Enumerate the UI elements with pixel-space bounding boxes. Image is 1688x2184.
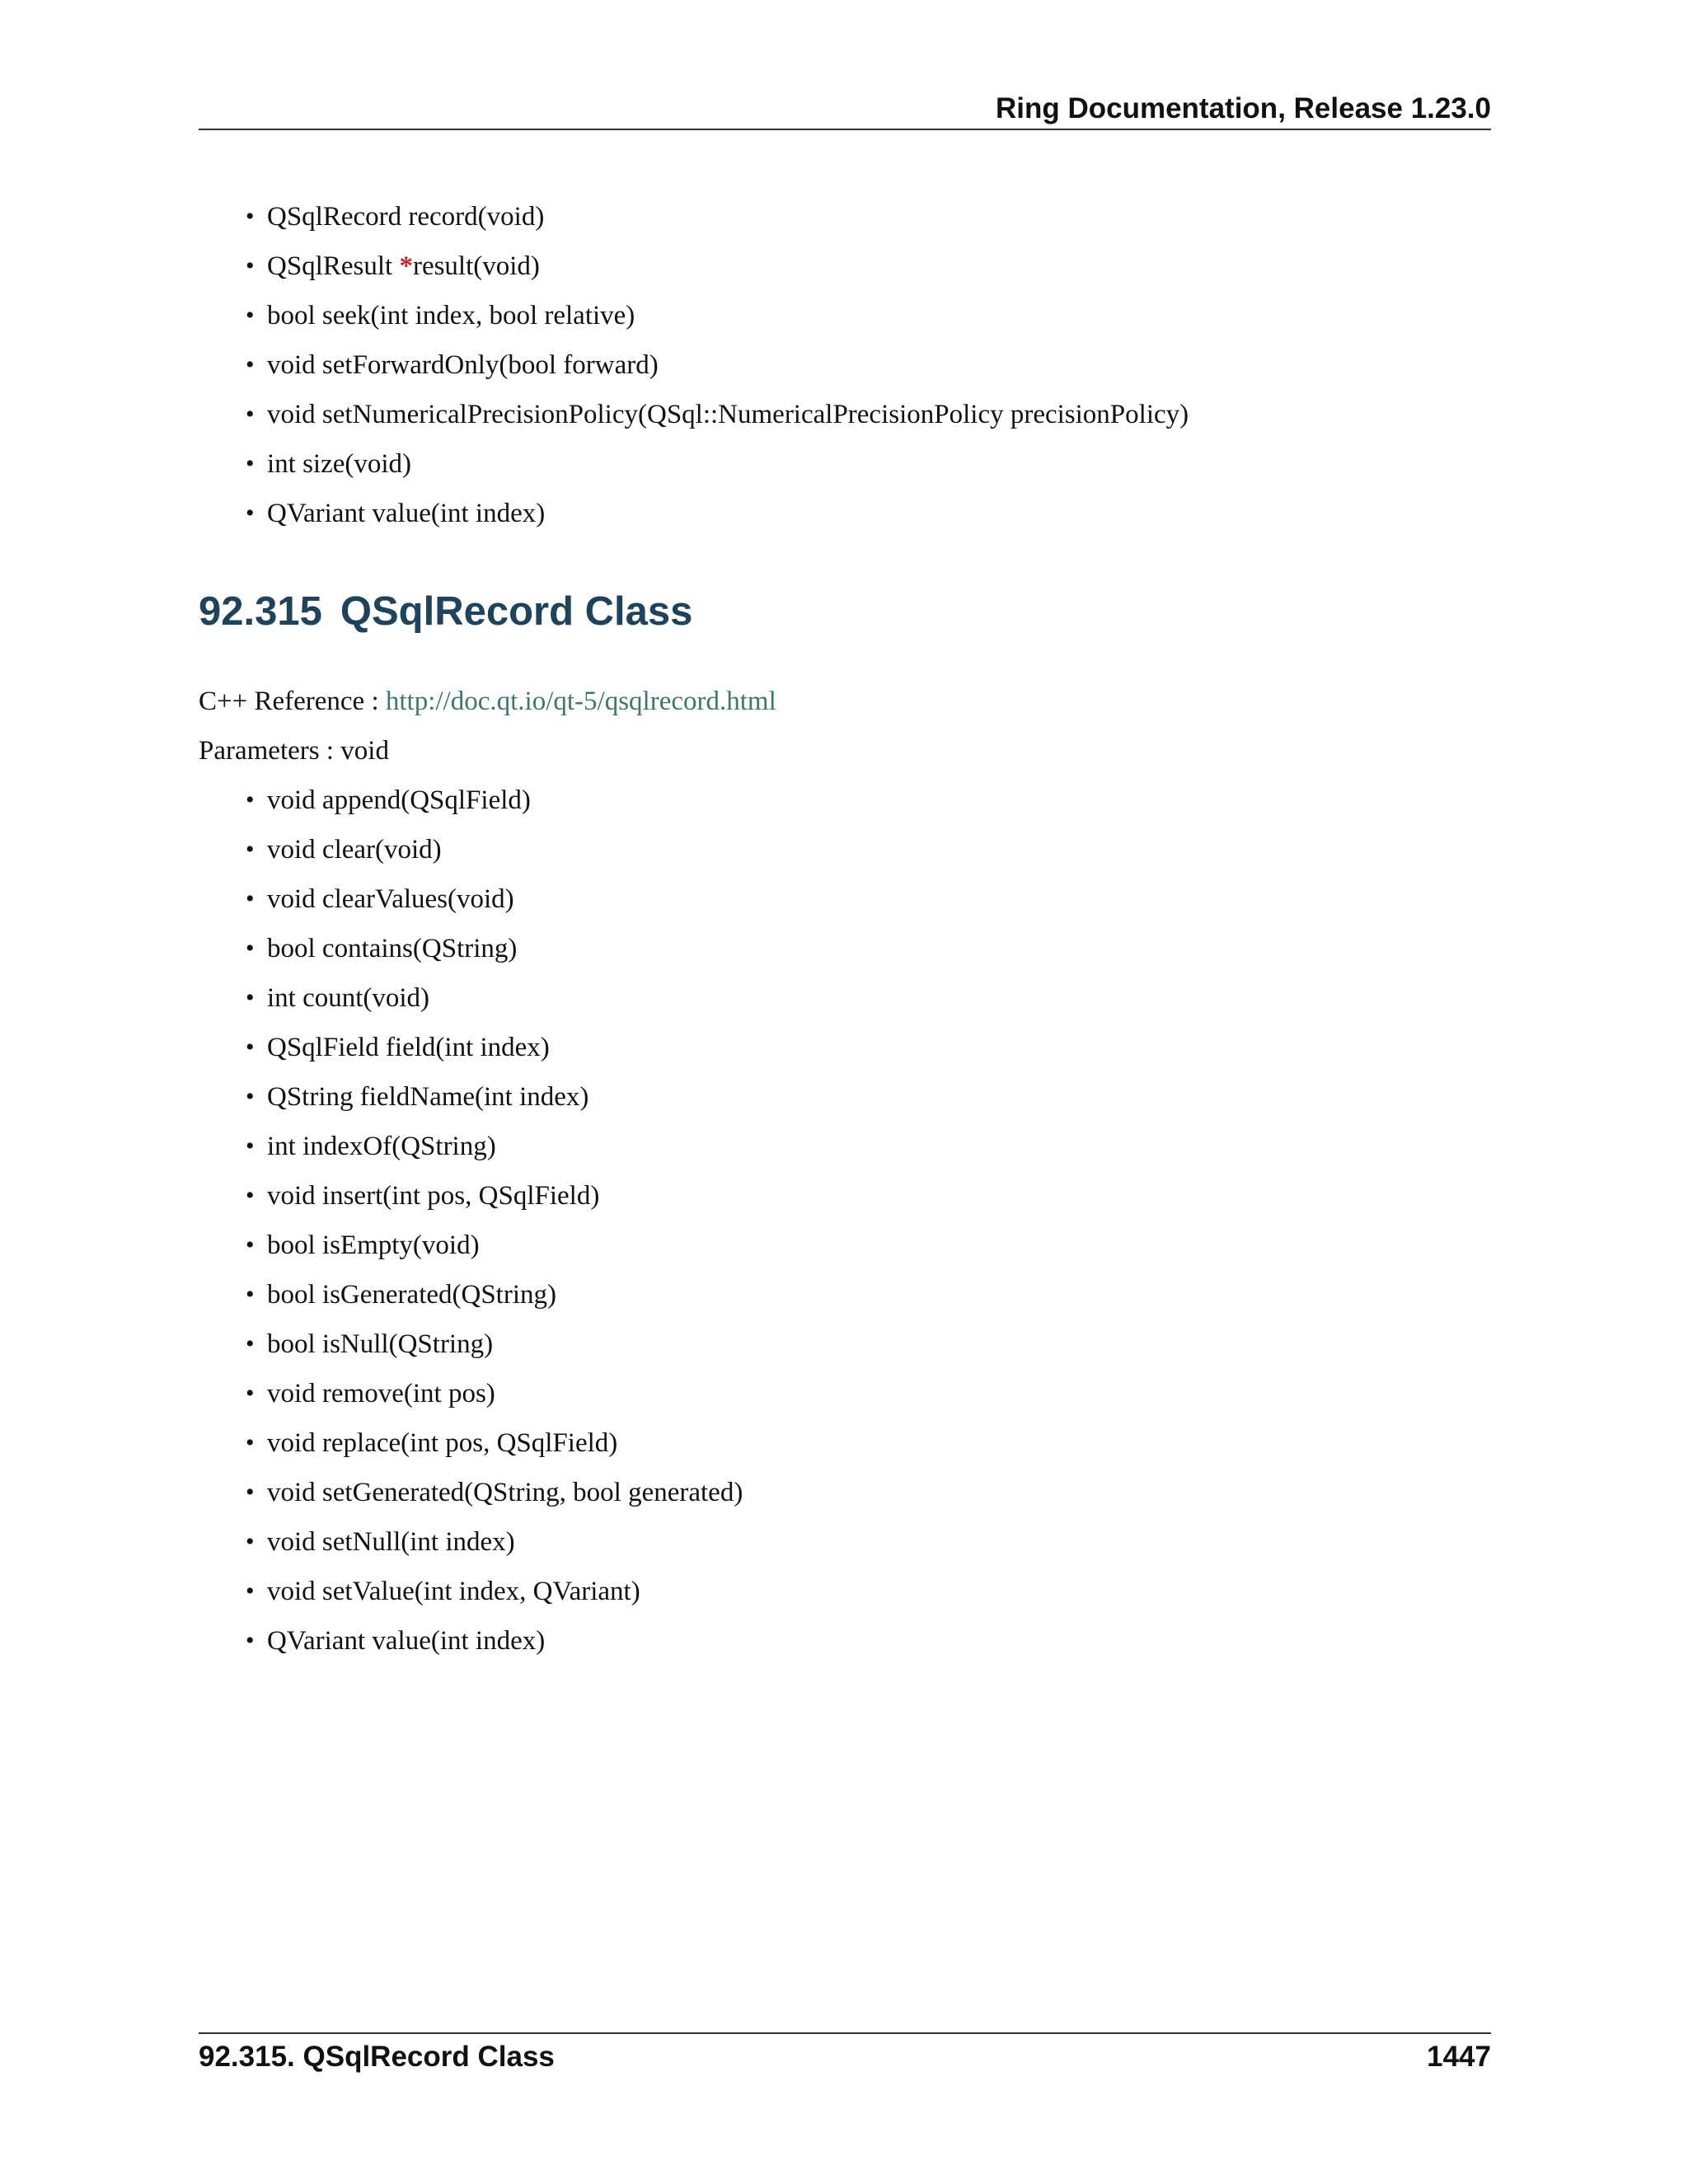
list-item	[246, 825, 743, 874]
method-signature: void setValue(int index, QVariant)	[267, 1577, 640, 1606]
list-item	[246, 1517, 743, 1567]
bullet: •	[246, 1033, 255, 1061]
list-item	[246, 192, 1189, 241]
list-item	[246, 973, 743, 1023]
method-signature: void setNumericalPrecisionPolicy(QSql::NumericalPrecisionPolicy precisionPolicy)	[267, 400, 1189, 429]
list-item	[246, 1023, 743, 1072]
running-footer	[199, 2032, 1491, 2083]
pointer-asterisk: *	[399, 251, 413, 281]
bullet: •	[246, 1577, 255, 1605]
bullet: •	[246, 1528, 255, 1555]
bullet: •	[246, 252, 255, 279]
bullet: •	[246, 1380, 255, 1407]
bullet: •	[246, 1479, 255, 1506]
list-item	[246, 241, 1189, 291]
method-signature: int count(void)	[267, 983, 430, 1013]
bullet: •	[246, 1182, 255, 1209]
method-signature: void setForwardOnly(bool forward)	[267, 350, 659, 380]
bullet: •	[246, 499, 255, 527]
section-heading	[199, 587, 692, 636]
parameters-label: Parameters :	[199, 736, 341, 766]
bullet: •	[246, 1627, 255, 1654]
list-item	[246, 291, 1189, 340]
method-signature: bool isEmpty(void)	[267, 1230, 480, 1260]
list-item	[246, 1171, 743, 1221]
bullet: •	[246, 401, 255, 428]
list-item	[246, 1567, 743, 1616]
method-signature: QVariant value(int index)	[267, 1626, 546, 1656]
bullet: •	[246, 203, 255, 230]
parameters-value: void	[340, 736, 389, 766]
bullet: •	[246, 1231, 255, 1258]
section-number: 92.315	[199, 589, 322, 634]
bullet: •	[246, 351, 255, 378]
method-signature: QVariant value(int index)	[267, 499, 546, 528]
list-item	[246, 1122, 743, 1171]
list-item	[246, 874, 743, 924]
method-signature: QSqlRecord record(void)	[267, 202, 545, 232]
method-signature: void setNull(int index)	[267, 1527, 515, 1557]
list-item	[246, 489, 1189, 538]
method-signature: void clear(void)	[267, 835, 442, 865]
running-header	[199, 89, 1491, 130]
method-signature: bool contains(QString)	[267, 934, 518, 963]
list-item	[246, 1418, 743, 1468]
list-item	[246, 1072, 743, 1122]
method-signature: void insert(int pos, QSqlField)	[267, 1181, 600, 1211]
bullet: •	[246, 984, 255, 1011]
method-signature-prefix: QSqlResult	[267, 251, 400, 281]
list-item	[246, 439, 1189, 489]
list-item	[246, 1468, 743, 1517]
method-signature: void remove(int pos)	[267, 1379, 495, 1408]
page-number: 1447	[1427, 2041, 1491, 2073]
bullet: •	[246, 302, 255, 329]
list-item	[246, 776, 743, 825]
list-item	[246, 924, 743, 973]
method-signature: QString fieldName(int index)	[267, 1082, 589, 1112]
method-signature: bool seek(int index, bool relative)	[267, 301, 635, 330]
bullet: •	[246, 450, 255, 477]
list-item	[246, 1319, 743, 1369]
footer-section-title: 92.315. QSqlRecord Class	[199, 2041, 555, 2073]
bullet: •	[246, 1330, 255, 1357]
bullet: •	[246, 1429, 255, 1456]
header-title: Ring Documentation, Release 1.23.0	[995, 92, 1491, 124]
bullet: •	[246, 836, 255, 863]
bullet: •	[246, 935, 255, 962]
bullet: •	[246, 1281, 255, 1308]
method-signature: QSqlField field(int index)	[267, 1033, 550, 1062]
method-signature: void setGenerated(QString, bool generated)	[267, 1478, 743, 1507]
method-signature: void replace(int pos, QSqlField)	[267, 1428, 618, 1458]
method-signature: void append(QSqlField)	[267, 785, 531, 815]
method-signature: bool isNull(QString)	[267, 1329, 494, 1359]
reference-link[interactable]: http://doc.qt.io/qt-5/qsqlrecord.html	[385, 687, 776, 716]
section-title: QSqlRecord Class	[340, 589, 693, 634]
cpp-reference-line	[199, 677, 776, 726]
method-signature: bool isGenerated(QString)	[267, 1280, 556, 1310]
list-item	[246, 1221, 743, 1270]
method-signature-suffix: result(void)	[412, 251, 540, 281]
reference-label: C++ Reference :	[199, 687, 386, 716]
list-item	[246, 1270, 743, 1319]
bullet: •	[246, 786, 255, 813]
list-item	[246, 1616, 743, 1666]
bullet: •	[246, 885, 255, 912]
method-signature: int indexOf(QString)	[267, 1132, 496, 1161]
list-item	[246, 390, 1189, 439]
method-list-qsqlrecord	[246, 776, 743, 1666]
bullet: •	[246, 1132, 255, 1160]
list-item	[246, 340, 1189, 390]
method-signature: int size(void)	[267, 449, 412, 479]
list-item	[246, 1369, 743, 1418]
method-list-previous-class	[246, 192, 1189, 538]
parameters-line	[199, 726, 389, 776]
bullet: •	[246, 1083, 255, 1110]
method-signature: void clearValues(void)	[267, 884, 514, 914]
